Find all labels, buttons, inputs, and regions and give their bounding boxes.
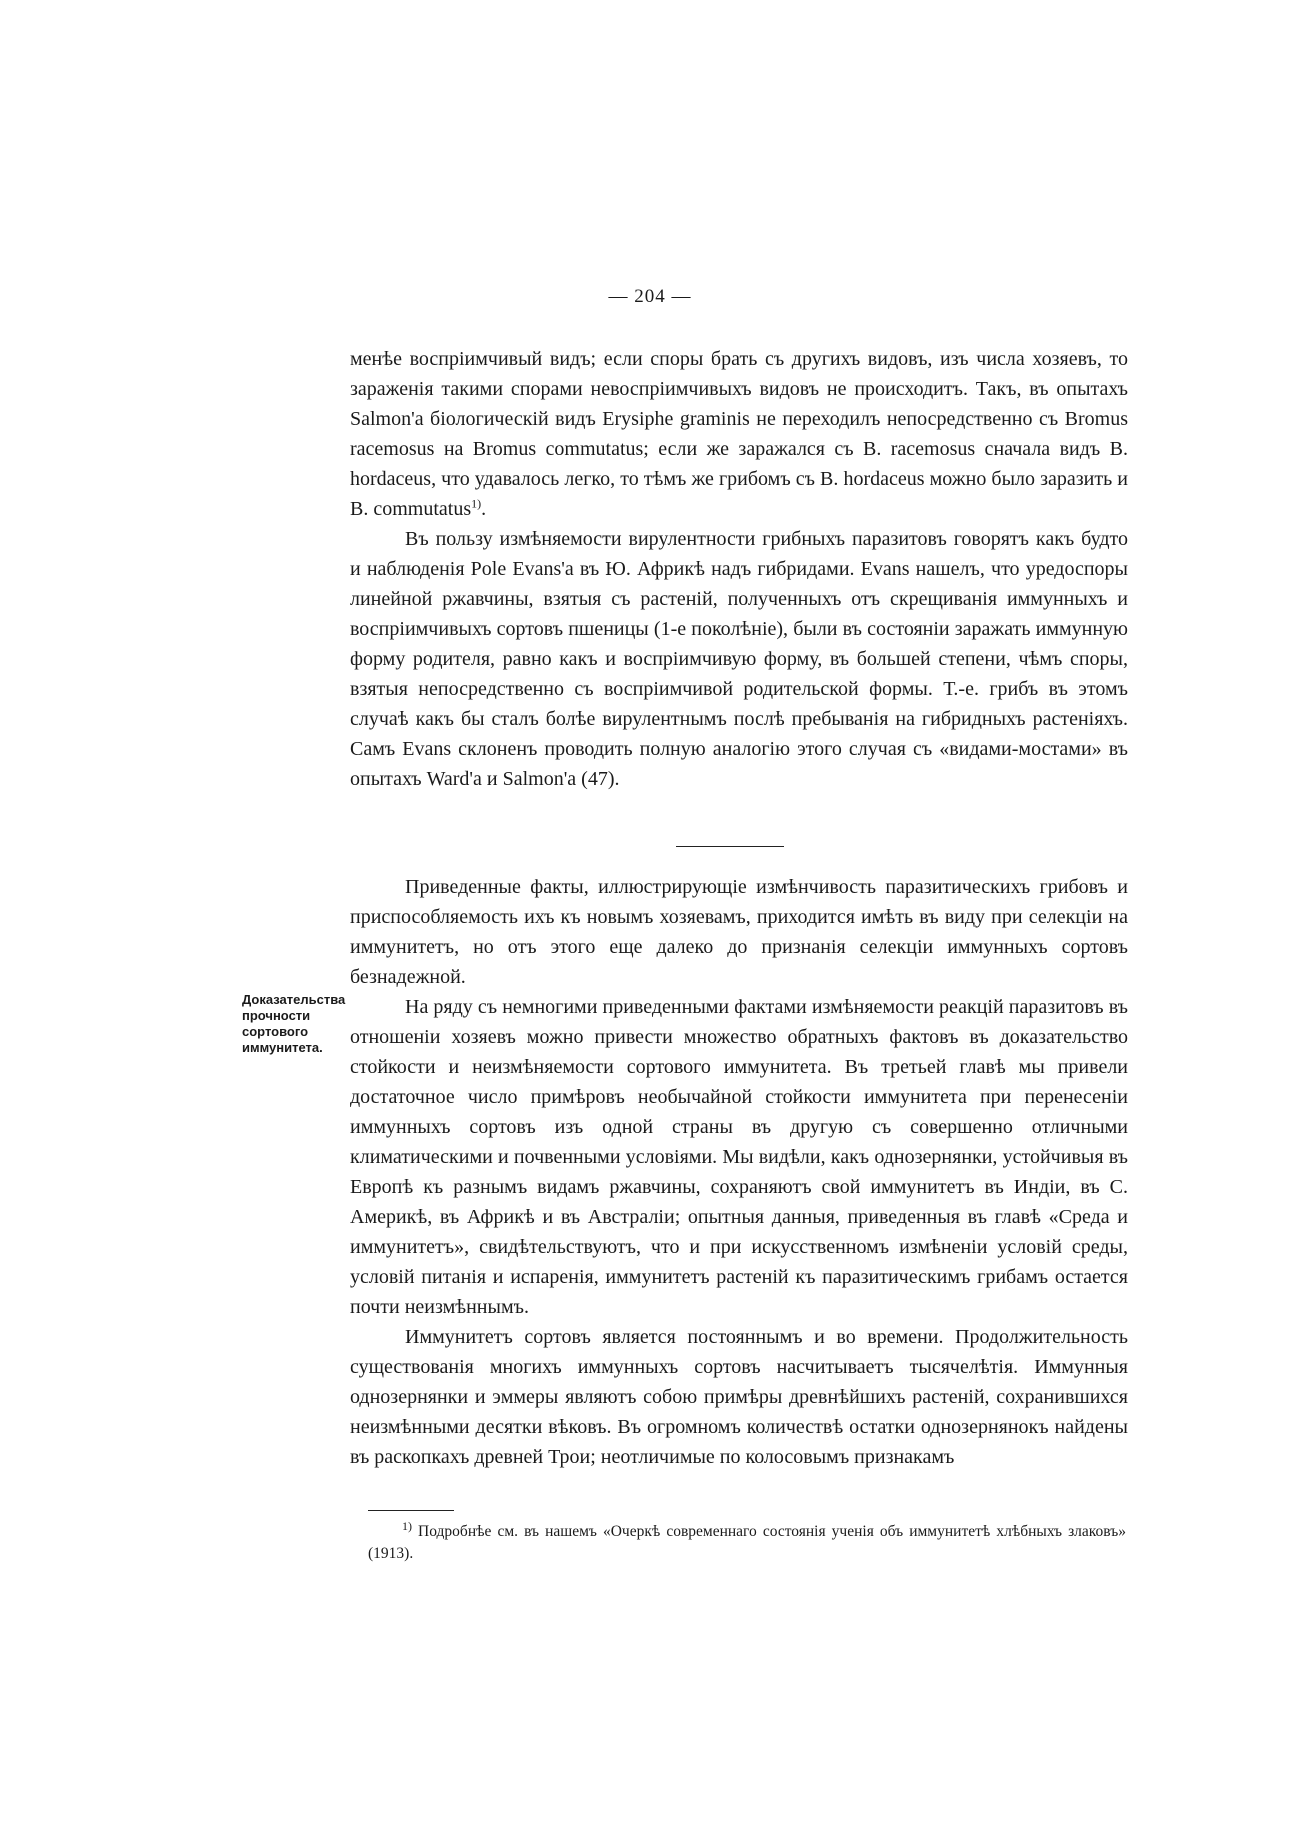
margin-note: Доказательства прочности сортового иммунитета. — [242, 992, 346, 1055]
paragraph: На ряду съ немногими приведенными фактами измѣняемости реакцій паразитовъ въ отношеніи хозяевъ можно привести множество обратныхъ фактовъ въ доказательство стойкости и неизмѣняемости сортового иммунитета. Въ третьей главѣ мы привели достаточное число примѣровъ необычайной стойкости иммунитета при перенесеніи иммунныхъ сортовъ изъ одной страны въ другую съ совершенно отличными климатическими и почвенными условіями. Мы видѣли, какъ однозернянки, устойчивыя въ Европѣ къ разнымъ видамъ ржавчины, сохраняютъ свой иммунитетъ въ Индіи, въ С. Америкѣ, въ Африкѣ и въ Австраліи; опытныя данныя, приведенныя въ главѣ «Среда и иммунитетъ», свидѣтельствуютъ, что и при искусственномъ измѣненіи условій среды, условій питанія и испаренія, иммунитетъ растеній къ паразитическимъ грибамъ остается почти неизмѣннымъ. — [350, 996, 1128, 1318]
paragraph — [350, 344, 1128, 524]
page-number: — 204 — — [608, 286, 692, 307]
text-block-upper — [350, 344, 1128, 794]
footnote-ref: 1) — [471, 496, 482, 511]
footnote — [368, 1518, 1126, 1565]
paragraph: Иммунитетъ сортовъ является постояннымъ и во времени. Продолжительность существованія многихъ иммунныхъ сортовъ насчитываетъ тысячелѣтія. Иммунныя однозернянки и эммеры являютъ собою примѣры древнѣйшихъ растеній, сохранившихся неизмѣнными десятки вѣковъ. Въ огромномъ количествѣ остатки однозернянокъ найдены въ раскопкахъ древней Трои; неотличимые по колосовымъ признакамъ — [350, 1326, 1128, 1468]
text-block-lower — [350, 872, 1128, 1472]
paragraph: Въ пользу измѣняемости вирулентности грибныхъ паразитовъ говорятъ какъ будто и наблюденія Pole Evans'а въ Ю. Африкѣ надъ гибридами. Evans нашелъ, что уредоспоры линейной ржавчины, взятыя съ растеній, полученныхъ отъ скрещиванія иммунныхъ и воспріимчивыхъ сортовъ пшеницы (1-е поколѣніе), были въ состояніи заражать иммунную форму родителя, равно какъ и воспріимчивую форму, въ большей степени, чѣмъ споры, взятыя непосредственно съ воспріимчивой родительской формы. Т.-е. грибъ въ этомъ случаѣ какъ бы сталъ болѣе вирулентнымъ послѣ пребыванія на гибридныхъ растеніяхъ. Самъ Evans склоненъ проводить полную аналогію этого случая съ «видами-мостами» въ опытахъ Ward'а и Salmon'а (47). — [350, 528, 1128, 790]
paragraph-end: . — [481, 498, 487, 520]
paragraph: Приведенные факты, иллюстрирующіе измѣнчивость паразитическихъ грибовъ и приспособляемость ихъ къ новымъ хозяевамъ, приходится имѣть въ виду при селекціи на иммунитетъ, но отъ этого еще далеко до признанія селекціи иммунныхъ сортовъ безнадежной. — [350, 876, 1128, 988]
paragraph-text: менѣе воспріимчивый видъ; если споры брать съ другихъ видовъ, изъ числа хозяевъ, то зараженія такими спорами невоспріимчивыхъ видовъ не происходитъ. Такъ, въ опытахъ Salmon'а біологическій видъ Erysiphe graminis не переходилъ непосредственно съ Bromus racemosus на Bromus commutatus; если же заражался съ B. racemosus сначала видъ B. hordaceus, что удавалось легко, то тѣмъ же грибомъ съ B. hordaceus можно было заразить и B. commutatus — [350, 348, 1128, 520]
footnote-text: Подробнѣе см. въ нашемъ «Очеркѣ современнаго состоянія ученія объ иммунитетѣ хлѣбныхъ злаковъ» (1913). — [368, 1523, 1126, 1562]
footnote-rule — [368, 1510, 454, 1511]
section-divider — [676, 846, 784, 847]
footnote-marker: 1) — [402, 1518, 412, 1533]
